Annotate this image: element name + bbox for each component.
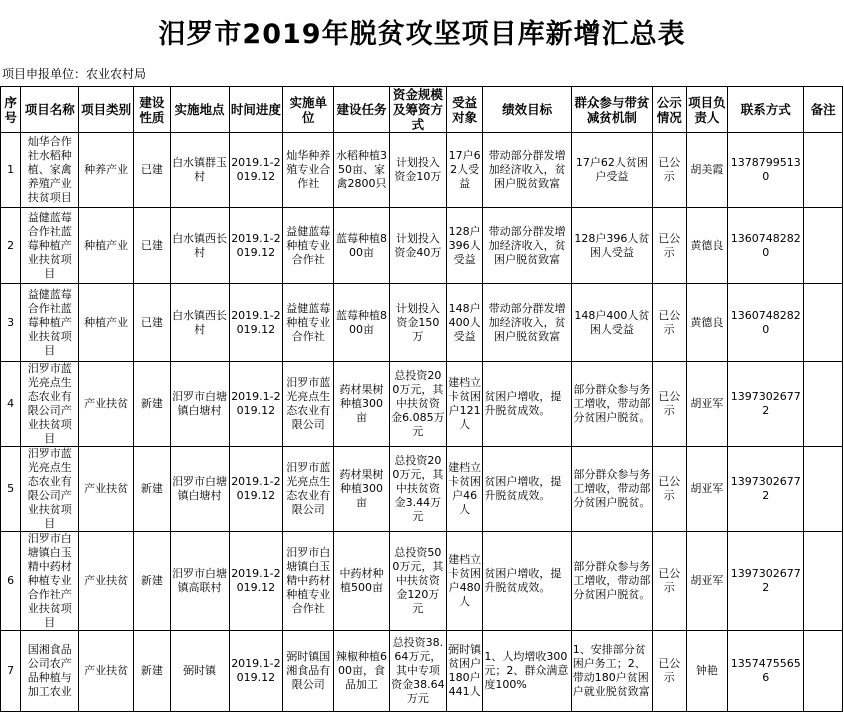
- cell-unit: 汨罗市白塘镇白玉精中药材种植专业合作社: [283, 532, 334, 631]
- cell-name: 灿华合作社水稻种植、家禽养殖产业扶贫项目: [21, 133, 79, 208]
- cell-unit: 弼时镇国湘食品有限公司: [283, 631, 334, 712]
- col-header-category: 项目类别: [79, 87, 134, 133]
- cell-nature: 新建: [134, 447, 171, 532]
- cell-contact: 13973026772: [728, 362, 804, 447]
- col-header-name: 项目名称: [21, 87, 79, 133]
- cell-schedule: 2019.1-2019.12: [229, 532, 283, 631]
- col-header-location: 实施地点: [170, 87, 229, 133]
- cell-remark: [804, 447, 843, 532]
- cell-category: 种养产业: [79, 133, 134, 208]
- cell-contact: 13607482820: [728, 208, 804, 284]
- col-header-task: 建设任务: [334, 87, 390, 133]
- cell-publicity: 已公示: [653, 208, 687, 284]
- table-row: [1, 208, 843, 284]
- cell-goal: 带动部分群发增加经济收入，贫困户脱贫致富: [483, 284, 571, 362]
- col-header-publicity: 公示情况: [653, 87, 687, 133]
- cell-category: 产业扶贫: [79, 447, 134, 532]
- cell-funds: 计划投入资金150万: [389, 284, 446, 362]
- cell-publicity: 已公示: [653, 631, 687, 712]
- col-header-nature: 建设性质: [134, 87, 171, 133]
- cell-contact: 13973026772: [728, 447, 804, 532]
- cell-schedule: 2019.1-2019.12: [229, 631, 283, 712]
- cell-remark: [804, 284, 843, 362]
- table-row: [1, 362, 843, 447]
- cell-leader: 黄德良: [686, 208, 728, 284]
- cell-no: 2: [1, 208, 21, 284]
- cell-location: 汨罗市白塘镇白塘村: [170, 362, 229, 447]
- cell-beneficiary: 建档立卡贫困户46人: [446, 447, 483, 532]
- cell-category: 产业扶贫: [79, 362, 134, 447]
- cell-goal: 贫困户增收，提升脱贫成效。: [483, 532, 571, 631]
- cell-location: 白水镇群玉村: [170, 133, 229, 208]
- cell-funds: 计划投入资金40万: [389, 208, 446, 284]
- cell-remark: [804, 133, 843, 208]
- cell-contact: 13607482820: [728, 284, 804, 362]
- cell-funds: 总投资200万元，其中扶贫资金6.085万元: [389, 362, 446, 447]
- cell-publicity: 已公示: [653, 133, 687, 208]
- cell-mechanism: 17户62人贫困户受益: [571, 133, 652, 208]
- cell-publicity: 已公示: [653, 447, 687, 532]
- cell-remark: [804, 362, 843, 447]
- cell-nature: 新建: [134, 532, 171, 631]
- table-row: [1, 532, 843, 631]
- cell-schedule: 2019.1-2019.12: [229, 284, 283, 362]
- cell-schedule: 2019.1-2019.12: [229, 208, 283, 284]
- cell-funds: 总投资500万元，其中扶贫资金120万元: [389, 532, 446, 631]
- cell-no: 5: [1, 447, 21, 532]
- col-header-unit: 实施单位: [283, 87, 334, 133]
- cell-goal: 贫困户增收，提升脱贫成效。: [483, 447, 571, 532]
- cell-publicity: 已公示: [653, 284, 687, 362]
- cell-publicity: 已公示: [653, 532, 687, 631]
- cell-name: 汨罗市蓝光亮点生态农业有限公司产业扶贫项目: [21, 447, 79, 532]
- cell-remark: [804, 532, 843, 631]
- cell-beneficiary: 弼时镇贫困户180户441人: [446, 631, 483, 712]
- cell-category: 种植产业: [79, 284, 134, 362]
- cell-location: 白水镇西长村: [170, 208, 229, 284]
- cell-task: 中药材种植500亩: [334, 532, 390, 631]
- cell-name: 益健蓝莓合作社蓝莓种植产业扶贫项目: [21, 208, 79, 284]
- cell-nature: 已建: [134, 284, 171, 362]
- cell-mechanism: 1、安排部分贫困户务工；2、带动180户贫困户就业脱贫致富: [571, 631, 652, 712]
- cell-unit: 汨罗市蓝光亮点生态农业有限公司: [283, 447, 334, 532]
- cell-leader: 胡亚军: [686, 532, 728, 631]
- cell-schedule: 2019.1-2019.12: [229, 447, 283, 532]
- cell-goal: 贫困户增收，提升脱贫成效。: [483, 362, 571, 447]
- col-header-mechanism: 群众参与带贫减贫机制: [571, 87, 652, 133]
- cell-task: 水稻种植350亩、家禽2800只: [334, 133, 390, 208]
- cell-unit: 益健蓝莓种植专业合作社: [283, 284, 334, 362]
- cell-beneficiary: 17户62人受益: [446, 133, 483, 208]
- cell-goal: 带动部分群发增加经济收入，贫困户脱贫致富: [483, 208, 571, 284]
- cell-contact: 13787995130: [728, 133, 804, 208]
- header-row: [1, 87, 843, 133]
- cell-goal: 带动部分群发增加经济收入，贫困户脱贫致富: [483, 133, 571, 208]
- col-header-schedule: 时间进度: [229, 87, 283, 133]
- table-row: [1, 631, 843, 712]
- cell-remark: [804, 631, 843, 712]
- cell-remark: [804, 208, 843, 284]
- cell-mechanism: 部分群众参与务工增收，带动部分贫困户脱贫。: [571, 447, 652, 532]
- cell-no: 6: [1, 532, 21, 631]
- col-header-no: 序号: [1, 87, 21, 133]
- cell-unit: 益健蓝莓种植专业合作社: [283, 208, 334, 284]
- cell-contact: 13574755656: [728, 631, 804, 712]
- cell-nature: 已建: [134, 208, 171, 284]
- table-row: [1, 133, 843, 208]
- col-header-goal: 绩效目标: [483, 87, 571, 133]
- cell-task: 辣椒种植600亩，食品加工: [334, 631, 390, 712]
- cell-leader: 胡亚军: [686, 362, 728, 447]
- cell-task: 蓝莓种植800亩: [334, 208, 390, 284]
- col-header-leader: 项目负责人: [686, 87, 728, 133]
- cell-task: 药材果树种植300亩: [334, 362, 390, 447]
- page-title: 汨罗市2019年脱贫攻坚项目库新增汇总表: [158, 18, 686, 50]
- cell-beneficiary: 148户400人受益: [446, 284, 483, 362]
- cell-nature: 新建: [134, 362, 171, 447]
- cell-no: 3: [1, 284, 21, 362]
- cell-beneficiary: 建档立卡贫困户480人: [446, 532, 483, 631]
- cell-no: 1: [1, 133, 21, 208]
- cell-mechanism: 部分群众参与务工增收，带动部分贫困户脱贫。: [571, 362, 652, 447]
- cell-no: 7: [1, 631, 21, 712]
- cell-beneficiary: 128户396人受益: [446, 208, 483, 284]
- cell-category: 产业扶贫: [79, 631, 134, 712]
- cell-name: 汨罗市蓝光亮点生态农业有限公司产业扶贫项目: [21, 362, 79, 447]
- cell-task: 药材果树种植300亩: [334, 447, 390, 532]
- cell-publicity: 已公示: [653, 362, 687, 447]
- cell-leader: 胡美霞: [686, 133, 728, 208]
- cell-task: 蓝莓种植800亩: [334, 284, 390, 362]
- project-table: [0, 86, 843, 712]
- cell-goal: 1、人均增收300元；2、群众满意度100%: [483, 631, 571, 712]
- cell-beneficiary: 建档立卡贫困户121人: [446, 362, 483, 447]
- cell-location: 弼时镇: [170, 631, 229, 712]
- col-header-funds: 资金规模及筹资方式: [389, 87, 446, 133]
- cell-unit: 灿华种养殖专业合作社: [283, 133, 334, 208]
- cell-contact: 13973026772: [728, 532, 804, 631]
- report-unit: 项目申报单位：农业农村局: [2, 67, 147, 81]
- cell-leader: 胡亚军: [686, 447, 728, 532]
- table-row: [1, 284, 843, 362]
- cell-category: 产业扶贫: [79, 532, 134, 631]
- cell-leader: 钟艳: [686, 631, 728, 712]
- cell-name: 国湘食品公司农产品种植与加工农业: [21, 631, 79, 712]
- cell-mechanism: 148户400人贫困人受益: [571, 284, 652, 362]
- cell-funds: 总投资38.64万元，其中专项资金38.64万元: [389, 631, 446, 712]
- cell-funds: 计划投入资金10万: [389, 133, 446, 208]
- cell-nature: 新建: [134, 631, 171, 712]
- cell-location: 白水镇西长村: [170, 284, 229, 362]
- cell-category: 种植产业: [79, 208, 134, 284]
- col-header-contact: 联系方式: [728, 87, 804, 133]
- cell-leader: 黄德良: [686, 284, 728, 362]
- cell-schedule: 2019.1-2019.12: [229, 133, 283, 208]
- col-header-beneficiary: 受益对象: [446, 87, 483, 133]
- table-row: [1, 447, 843, 532]
- cell-mechanism: 部分群众参与务工增收，带动部分贫困户脱贫。: [571, 532, 652, 631]
- cell-funds: 总投资200万元，其中扶贫资金3.44万元: [389, 447, 446, 532]
- cell-name: 汨罗市白塘镇白玉精中药材种植专业合作社产业扶贫项目: [21, 532, 79, 631]
- cell-name: 益健蓝莓合作社蓝莓种植产业扶贫项目: [21, 284, 79, 362]
- cell-nature: 已建: [134, 133, 171, 208]
- col-header-remark: 备注: [804, 87, 843, 133]
- cell-no: 4: [1, 362, 21, 447]
- cell-location: 汨罗市白塘镇白塘村: [170, 447, 229, 532]
- cell-schedule: 2019.1-2019.12: [229, 362, 283, 447]
- cell-mechanism: 128户396人贫困人受益: [571, 208, 652, 284]
- cell-unit: 汨罗市蓝光亮点生态农业有限公司: [283, 362, 334, 447]
- cell-location: 汨罗市白塘镇高联村: [170, 532, 229, 631]
